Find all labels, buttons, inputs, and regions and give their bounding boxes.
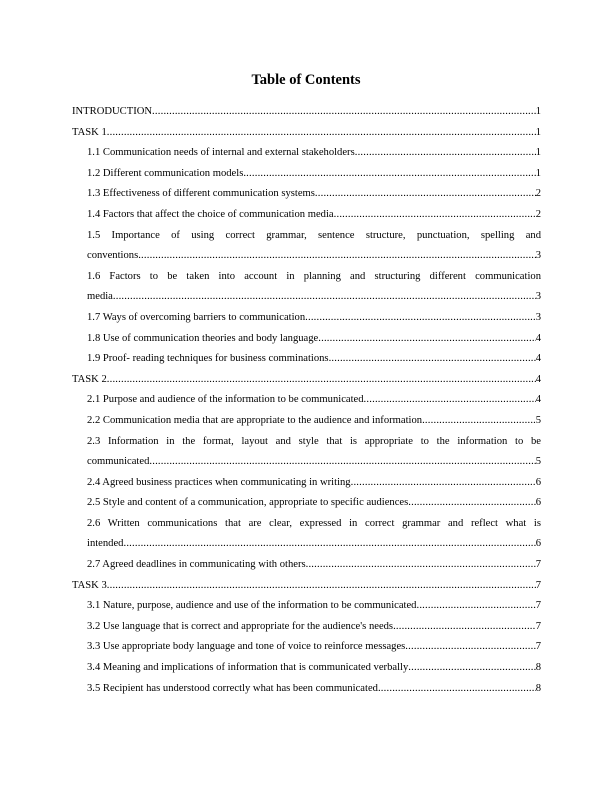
toc-entry-first-line[interactable] — [72, 267, 541, 288]
dot-leader — [355, 143, 536, 164]
toc-entry[interactable] — [72, 679, 541, 700]
toc-entry-text: 1.6 Factors to be taken into account in planning and structuring different communication — [87, 270, 541, 282]
toc-entry-text: 2.3 Information in the format, layout and style that is appropriate to the information to be — [87, 435, 541, 447]
toc-entry[interactable] — [72, 205, 541, 226]
toc-entry[interactable] — [72, 493, 541, 514]
toc-entry[interactable] — [72, 658, 541, 679]
toc-entry-text: 2.2 Communication media that are appropriate to the audience and information — [87, 414, 423, 426]
toc-page-number: 3 — [535, 250, 541, 262]
toc-entry-text: 3.5 Recipient has understood correctly what has been communicated — [87, 682, 378, 694]
toc-entry-task[interactable] — [72, 102, 541, 123]
toc-entry-text: media — [87, 291, 113, 303]
toc-page-number: 7 — [535, 579, 541, 591]
dot-leader — [107, 123, 536, 144]
toc-page-number: 7 — [535, 641, 541, 653]
toc-entry-text: 1.7 Ways of overcoming barriers to communication — [87, 311, 306, 323]
toc-page-number: 4 — [535, 332, 541, 344]
toc-page-number: 7 — [535, 600, 541, 612]
toc-entry-task[interactable] — [72, 576, 541, 597]
toc-entry-text: communicated — [87, 456, 150, 468]
toc-entry-text: TASK 2 — [72, 373, 107, 385]
toc-entry-task[interactable] — [72, 123, 541, 144]
toc-entry-first-line[interactable] — [72, 226, 541, 247]
dot-leader — [378, 679, 536, 700]
toc-page-number: 1 — [535, 126, 541, 138]
toc-entry-text: 2.1 Purpose and audience of the information to be communicated — [87, 394, 364, 406]
toc-entry-text: 3.2 Use language that is correct and appropriate for the audience's needs — [87, 620, 394, 632]
toc-page-number: 2 — [535, 188, 541, 200]
toc-page-number: 3 — [535, 291, 541, 303]
toc-page-number: 7 — [535, 620, 541, 632]
dot-leader — [408, 658, 535, 679]
toc-entry[interactable] — [72, 308, 541, 329]
toc-entry[interactable] — [72, 617, 541, 638]
toc-list — [72, 102, 541, 699]
toc-entry-text: 3.4 Meaning and implications of information that is communicated verbally — [87, 662, 409, 674]
toc-entry[interactable] — [72, 534, 541, 555]
dot-leader — [334, 205, 536, 226]
toc-page-number: 4 — [535, 394, 541, 406]
toc-entry-first-line[interactable] — [72, 514, 541, 535]
toc-entry-first-line[interactable] — [72, 432, 541, 453]
dot-leader — [107, 370, 536, 391]
toc-entry[interactable] — [72, 596, 541, 617]
toc-entry-text: conventions — [87, 250, 139, 262]
toc-entry[interactable] — [72, 390, 541, 411]
dot-leader — [408, 493, 535, 514]
toc-entry[interactable] — [72, 246, 541, 267]
toc-entry-text: 1.9 Proof- reading techniques for business comminations — [87, 353, 329, 365]
toc-entry-text: 1.8 Use of communication theories and body language — [87, 332, 319, 344]
toc-entry[interactable] — [72, 452, 541, 473]
toc-entry-text: TASK 1 — [72, 126, 107, 138]
toc-title: Table of Contents — [251, 72, 361, 88]
toc-entry[interactable] — [72, 637, 541, 658]
dot-leader — [422, 411, 536, 432]
toc-entry-text: 1.4 Factors that affect the choice of communication media — [87, 208, 334, 220]
toc-page-number: 1 — [535, 106, 541, 117]
toc-entry[interactable] — [72, 184, 541, 205]
toc-page-number: 1 — [535, 167, 541, 179]
toc-entry[interactable] — [72, 555, 541, 576]
dot-leader — [393, 617, 536, 638]
dot-leader — [405, 637, 535, 658]
toc-entry[interactable] — [72, 411, 541, 432]
toc-entry[interactable] — [72, 287, 541, 308]
dot-leader — [364, 390, 536, 411]
toc-entry-text: 3.3 Use appropriate body language and tone of voice to reinforce messages — [87, 641, 406, 653]
toc-entry-text: 2.5 Style and content of a communication, appropriate to specific audiences — [87, 497, 409, 509]
toc-page-number: 5 — [535, 456, 541, 468]
dot-leader — [152, 102, 536, 123]
toc-page-number: 8 — [535, 662, 541, 674]
dot-leader — [305, 308, 536, 329]
toc-entry-text: 2.4 Agreed business practices when communicating in writing — [87, 476, 351, 488]
toc-page-number: 3 — [535, 311, 541, 323]
toc-entry-text: 1.1 Communication needs of internal and external stakeholders — [87, 147, 355, 159]
toc-page-number: 7 — [535, 559, 541, 571]
toc-entry[interactable] — [72, 143, 541, 164]
toc-entry[interactable] — [72, 473, 541, 494]
toc-page-number: 5 — [535, 414, 541, 426]
dot-leader — [149, 452, 535, 473]
toc-entry-text: 3.1 Nature, purpose, audience and use of the information to be communicated — [87, 600, 417, 612]
toc-entry-text: 2.6 Written communications that are clear, expressed in correct grammar and reflect what is — [87, 517, 541, 529]
dot-leader — [107, 576, 536, 597]
dot-leader — [138, 246, 536, 267]
dot-leader — [351, 473, 536, 494]
dot-leader — [306, 555, 536, 576]
dot-leader — [329, 349, 536, 370]
toc-entry-text: intended — [87, 538, 124, 550]
dot-leader — [123, 534, 535, 555]
dot-leader — [243, 164, 535, 185]
dot-leader — [318, 329, 535, 350]
toc-page-number: 1 — [535, 147, 541, 159]
toc-entry-text: 2.7 Agreed deadlines in communicating with others — [87, 559, 306, 571]
toc-entry[interactable] — [72, 329, 541, 350]
toc-page-number: 8 — [535, 682, 541, 694]
toc-entry-text: 1.3 Effectiveness of different communication systems — [87, 188, 315, 200]
dot-leader — [113, 287, 536, 308]
toc-page-number: 6 — [535, 538, 541, 550]
toc-entry-text: 1.5 Importance of using correct grammar, sentence structure, punctuation, spelling and — [87, 229, 541, 241]
toc-entry-text: TASK 3 — [72, 579, 107, 591]
toc-entry[interactable] — [72, 164, 541, 185]
toc-page-number: 6 — [535, 497, 541, 509]
dot-leader — [416, 596, 535, 617]
toc-page-number: 4 — [535, 353, 541, 365]
toc-entry-text: INTRODUCTION — [72, 106, 153, 117]
dot-leader — [315, 184, 536, 205]
toc-entry[interactable] — [72, 349, 541, 370]
toc-page-number: 6 — [535, 476, 541, 488]
toc-entry-text: 1.2 Different communication models — [87, 167, 244, 179]
toc-entry-task[interactable] — [72, 370, 541, 391]
toc-page-number: 2 — [535, 208, 541, 220]
toc-page-number: 4 — [535, 373, 541, 385]
